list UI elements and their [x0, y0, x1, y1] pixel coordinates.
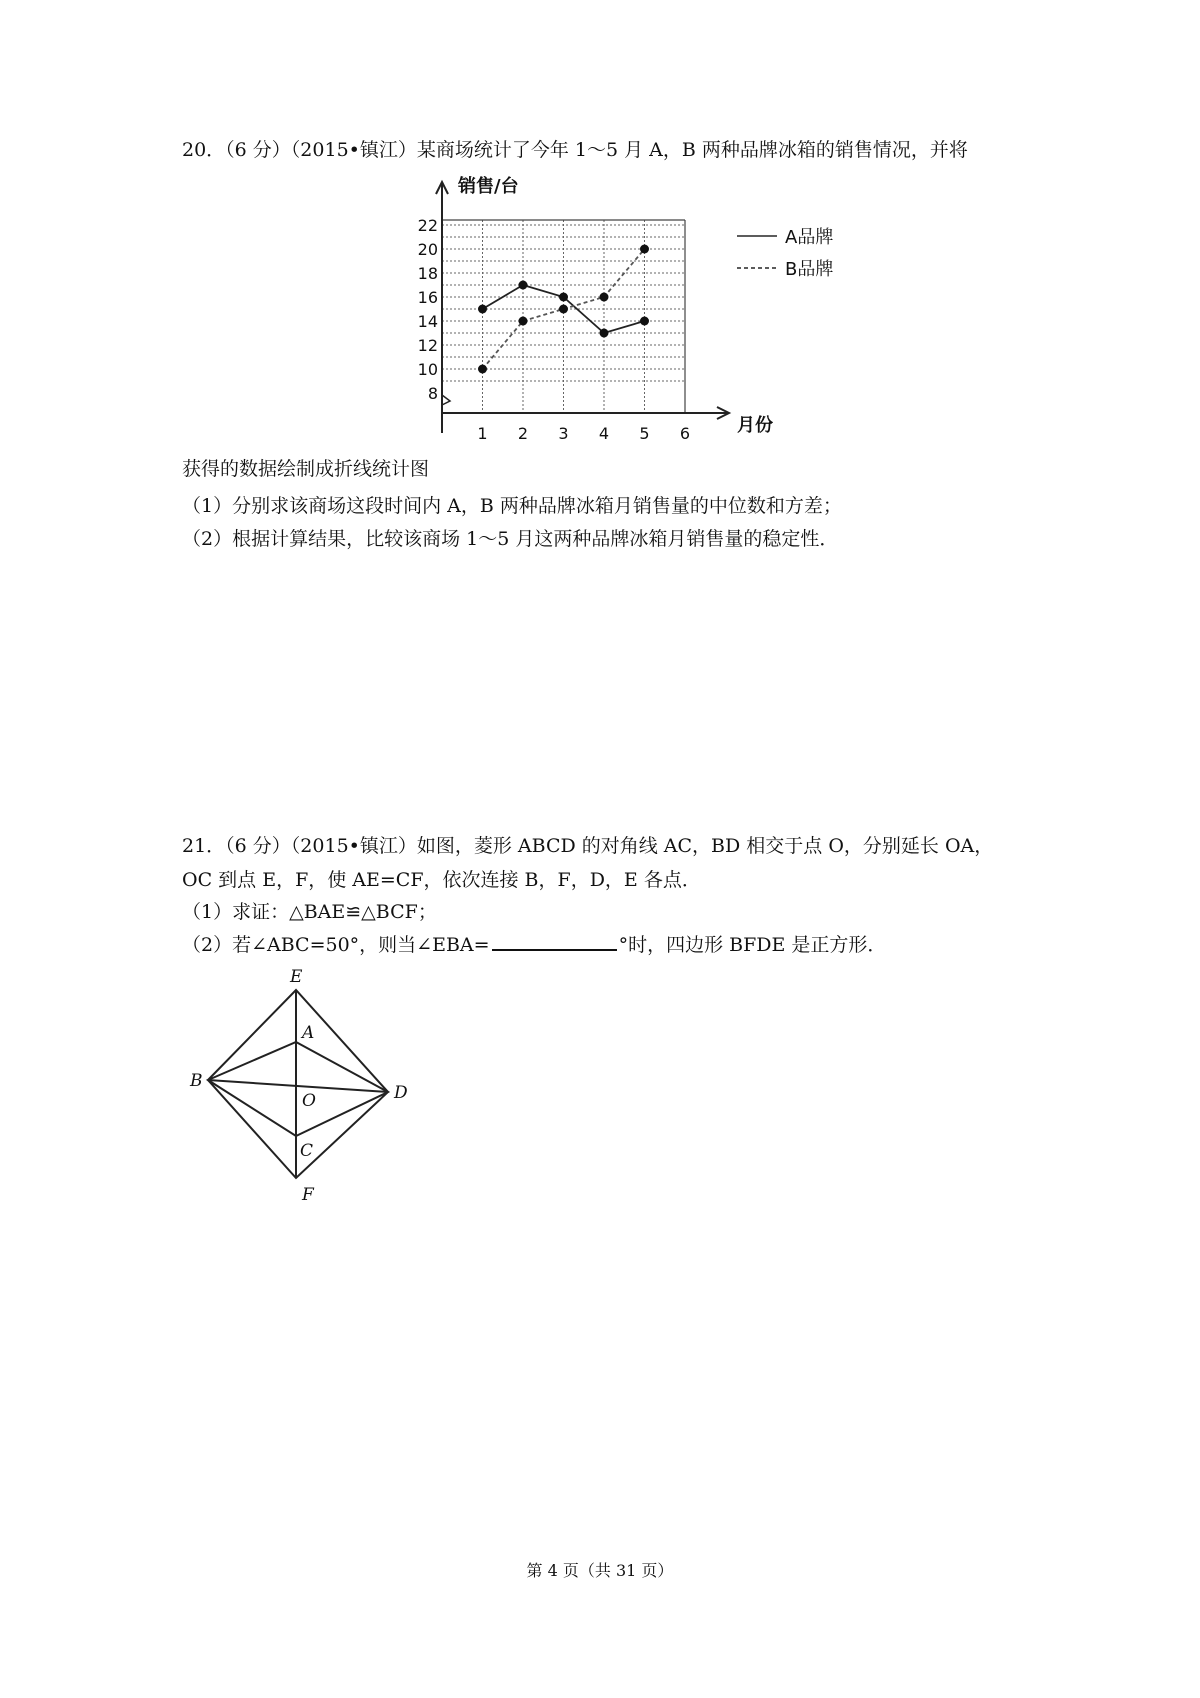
q21-part2-prefix: （2）若∠ABC=50°，则当∠EBA= — [182, 934, 490, 956]
data-point-b — [640, 245, 649, 254]
data-point-a — [519, 281, 528, 290]
q21-part2-suffix: °时，四边形 BFDE 是正方形． — [618, 934, 887, 956]
data-point-b — [600, 293, 609, 302]
q21-part1: （1）求证：△BAE≌△BCF； — [182, 901, 437, 923]
label-f: F — [302, 1185, 314, 1205]
x-tick-label: 1 — [477, 424, 488, 443]
label-c: C — [300, 1141, 314, 1161]
y-tick-label: 12 — [417, 336, 438, 355]
y-tick-label: 16 — [417, 288, 438, 307]
answer-blank[interactable] — [492, 931, 617, 951]
axis-break-mark — [442, 395, 450, 405]
label-b: B — [190, 1071, 203, 1091]
q20-stem-continued: 获得的数据绘制成折线统计图 — [182, 458, 430, 480]
x-axis-label: 月份 — [737, 415, 773, 436]
y-tick-label: 22 — [417, 216, 438, 235]
data-point-b — [559, 305, 568, 314]
sales-line-chart — [417, 176, 910, 480]
data-point-b — [519, 317, 528, 326]
x-tick-label: 6 — [679, 424, 691, 443]
label-o: O — [302, 1091, 316, 1111]
q20-part2: （2）根据计算结果，比较该商场 1～5 月这两种品牌冰箱月销售量的稳定性． — [182, 528, 839, 550]
q21-stem-2: OC 到点 E，F，使 AE=CF，依次连接 B，F，D，E 各点． — [182, 869, 701, 891]
q21-stem-1: 21．（6 分）（2015•镇江）如图，菱形 ABCD 的对角线 AC，BD 相交于点 O，分别延长 OA， — [182, 835, 994, 857]
data-point-a — [478, 305, 487, 314]
label-e: E — [290, 967, 303, 987]
data-point-b — [478, 365, 487, 374]
y-tick-label: 20 — [417, 240, 438, 259]
y-tick-label: 10 — [417, 360, 438, 379]
rhombus-abcd — [208, 1042, 388, 1136]
x-tick-label: 2 — [517, 424, 529, 443]
x-tick-label: 4 — [598, 424, 610, 443]
q21-part2 — [182, 931, 886, 958]
label-a: A — [302, 1023, 315, 1043]
x-tick-label: 5 — [639, 424, 650, 443]
data-point-a — [559, 293, 568, 302]
square-bfde — [208, 990, 388, 1178]
y-tick-label: 18 — [417, 264, 438, 283]
y-axis-label: 销售/台 — [458, 176, 519, 197]
y-tick-label: 8 — [427, 384, 438, 403]
label-d: D — [394, 1083, 408, 1103]
x-tick-label: 3 — [558, 424, 569, 443]
q20-part1: （1）分别求该商场这段时间内 A，B 两种品牌冰箱月销售量的中位数和方差； — [182, 495, 842, 517]
data-point-a — [640, 317, 649, 326]
legend-label-b: B品牌 — [785, 259, 834, 280]
rhombus-figure — [178, 960, 438, 1220]
y-tick-label: 14 — [417, 312, 438, 331]
page-footer: 第 4 页（共 31 页） — [526, 1561, 674, 1580]
diagonal-bd — [208, 1080, 388, 1092]
legend-label-a: A品牌 — [785, 227, 834, 248]
data-point-a — [600, 329, 609, 338]
q20-stem: 20．（6 分）（2015•镇江）某商场统计了今年 1～5 月 A，B 两种品牌冰箱的销售情况，并将 — [182, 139, 968, 161]
